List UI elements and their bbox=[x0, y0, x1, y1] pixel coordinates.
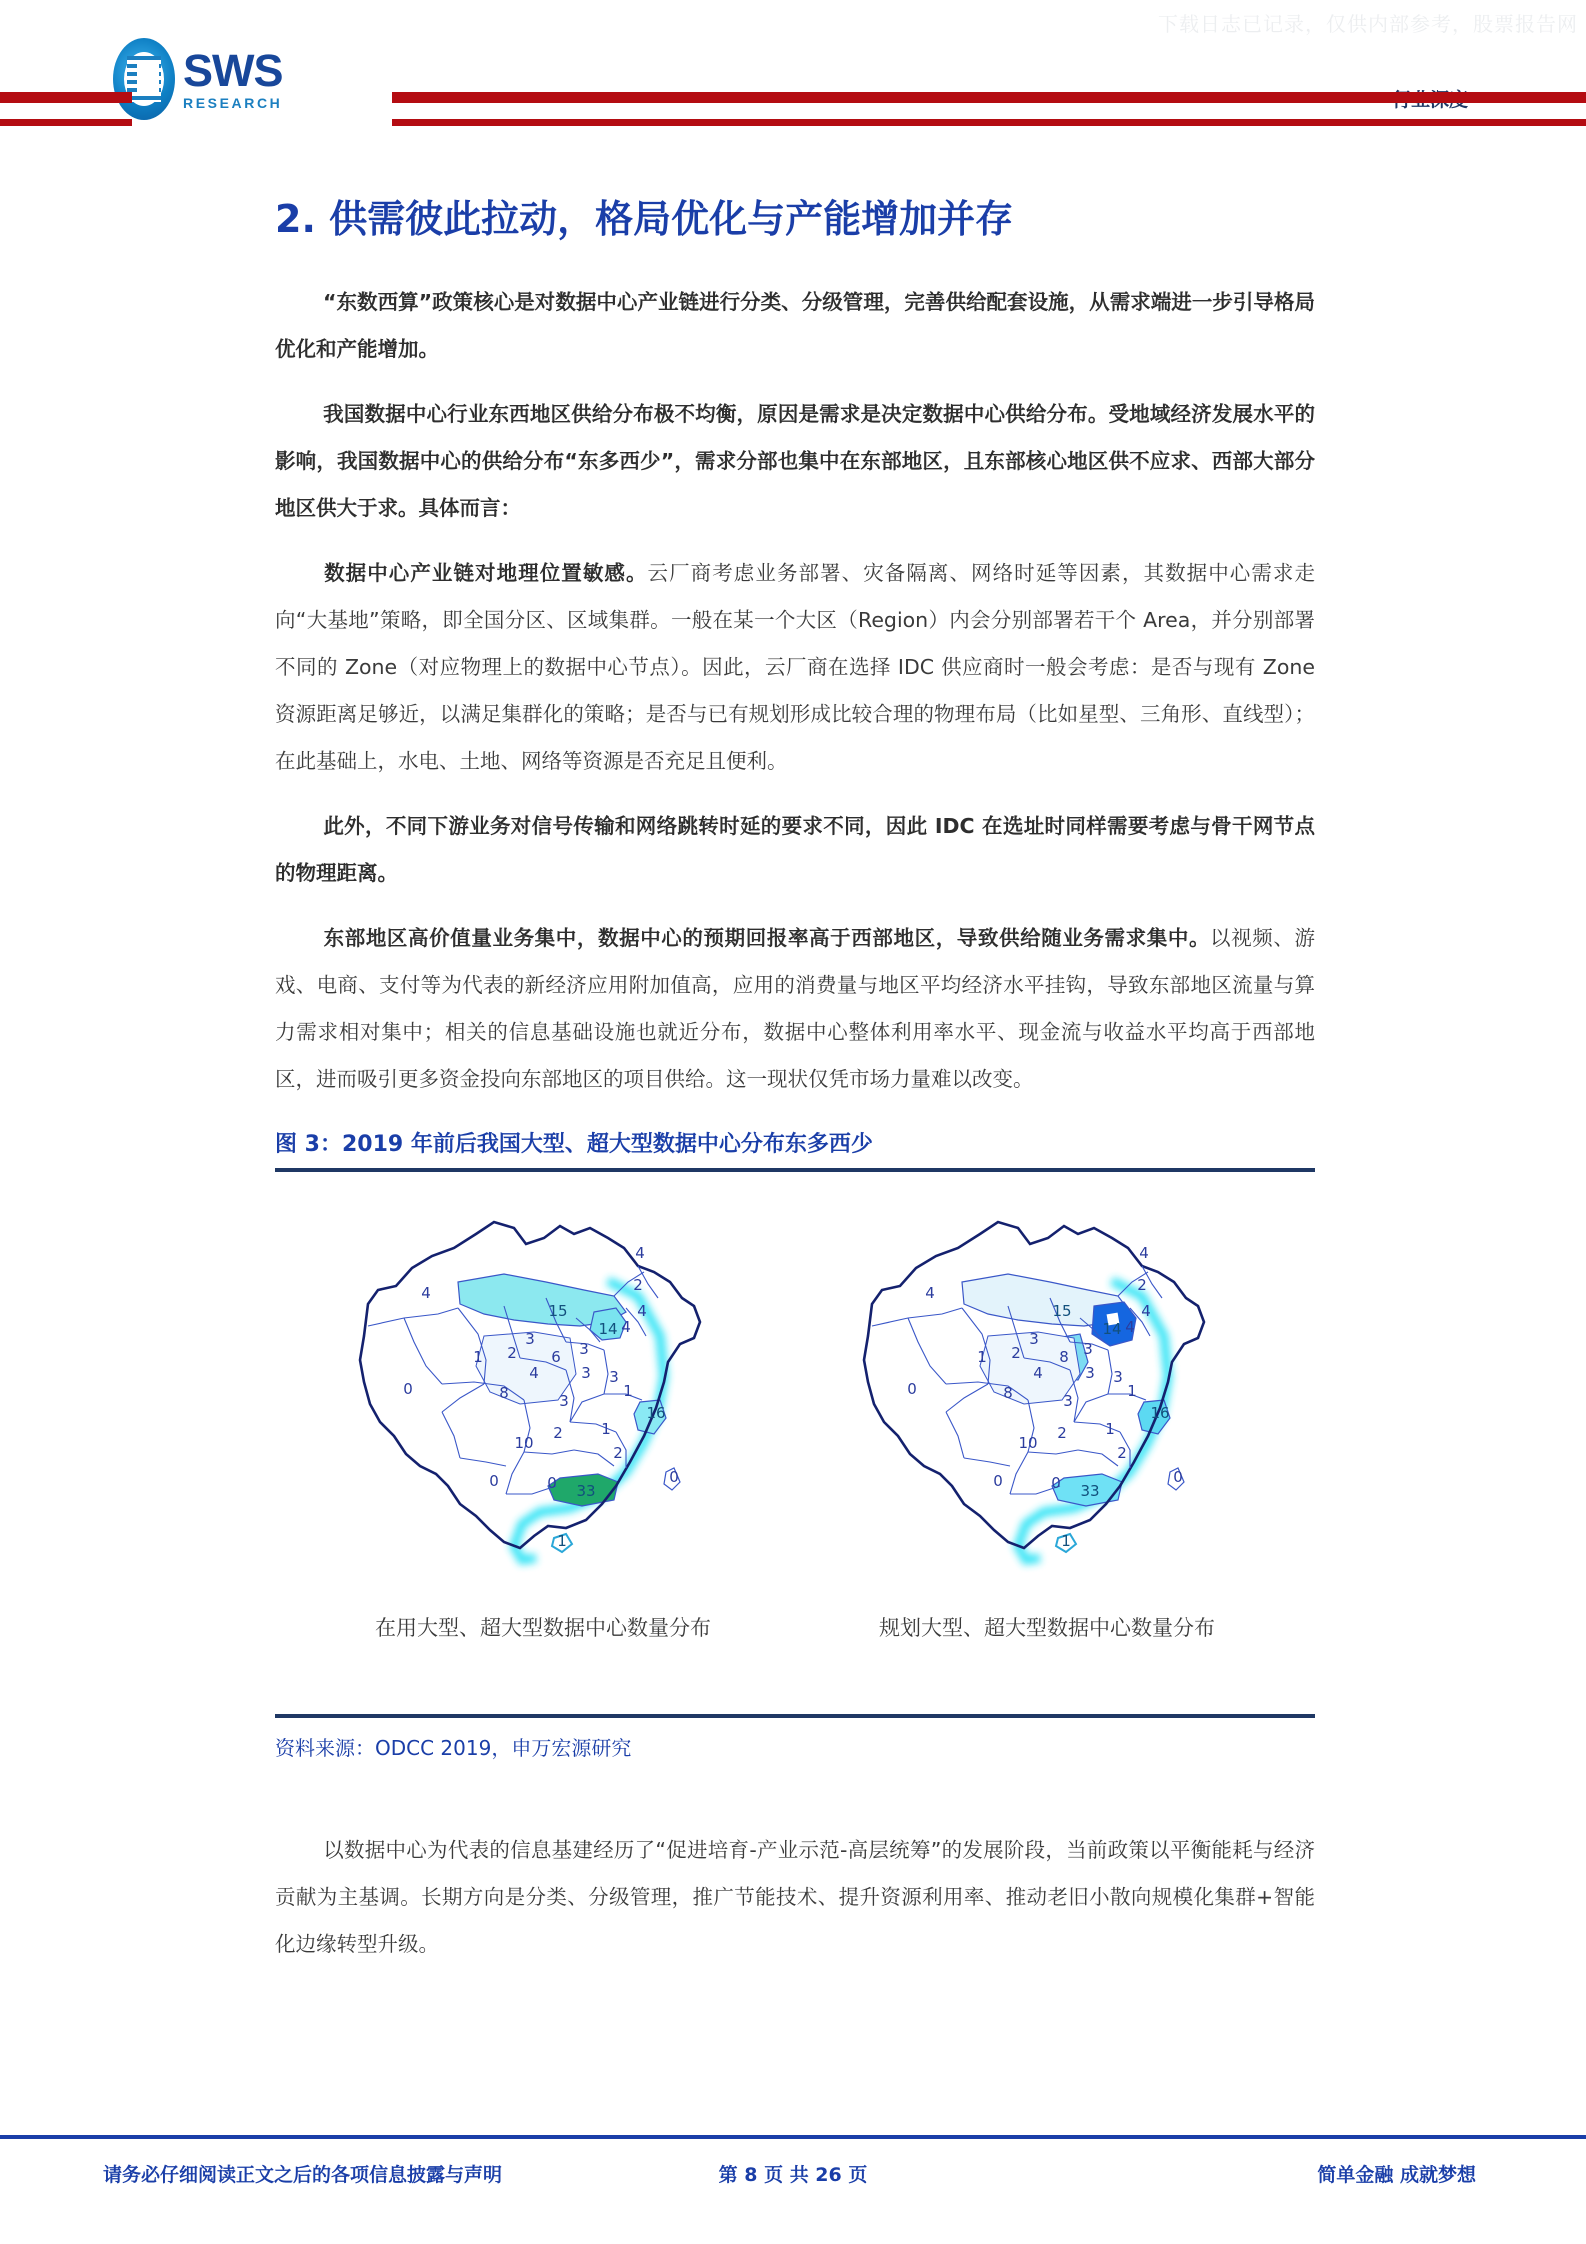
svg-text:3: 3 bbox=[1063, 1392, 1073, 1410]
svg-text:3: 3 bbox=[1029, 1330, 1039, 1348]
map-caption-right: 规划大型、超大型数据中心数量分布 bbox=[879, 1616, 1215, 1640]
paragraph-3-text: 云厂商考虑业务部署、灾备隔离、网络时延等因素，其数据中心需求走向“大基地”策略，即全国分区、区域集群。一般在某一个大区（Region）内会分别部署若干个 Area，并分别部署不同的 Zone（对应物理上的数据中心节点）。因此，云厂商在选择 IDC 供应商时一般会考虑：是否与现有 Zone 资源距离足够近，以满足集群化的策略；是否与已有规划形成比较合理的物理布局（比如星型、三角形、直线型）；在此基础上，水电、土地、网络等资源是否充足且便利。 bbox=[275, 561, 1316, 773]
paragraph-4-text: 此外，不同下游业务对信号传输和网络跳转时延的要求不同，因此 IDC 在选址时同样需要考虑与骨干网节点的物理距离。 bbox=[275, 814, 1315, 885]
svg-text:0: 0 bbox=[489, 1472, 499, 1490]
svg-text:1: 1 bbox=[1127, 1382, 1137, 1400]
sws-logo-icon bbox=[113, 38, 175, 120]
svg-text:0: 0 bbox=[669, 1468, 679, 1486]
header-rule-right-bottom bbox=[392, 119, 1586, 126]
header-rule-left-bottom bbox=[0, 119, 132, 126]
paragraph-1 bbox=[275, 279, 1315, 373]
svg-text:4: 4 bbox=[635, 1244, 645, 1262]
svg-text:0: 0 bbox=[403, 1380, 413, 1398]
paragraph-3 bbox=[275, 550, 1315, 785]
svg-text:8: 8 bbox=[1059, 1348, 1069, 1366]
china-map-planned-svg bbox=[812, 1186, 1282, 1626]
svg-text:3: 3 bbox=[609, 1368, 619, 1386]
figure-title: 图 3：2019 年前后我国大型、超大型数据中心分布东多西少 bbox=[275, 1132, 873, 1157]
svg-text:2: 2 bbox=[633, 1276, 643, 1294]
svg-text:1: 1 bbox=[977, 1348, 987, 1366]
section-heading: 2. 供需彼此拉动，格局优化与产能增加并存 bbox=[275, 197, 1014, 241]
figure-source: 资料来源：ODCC 2019，申万宏源研究 bbox=[275, 1736, 632, 1760]
footer-slogan: 简单金融 成就梦想 bbox=[1317, 2164, 1476, 2186]
svg-text:4: 4 bbox=[925, 1284, 935, 1302]
svg-text:4: 4 bbox=[529, 1364, 539, 1382]
figure-body bbox=[275, 1172, 1315, 1702]
paragraph-3-lead: 数据中心产业链对地理位置敏感。 bbox=[323, 561, 648, 585]
closing-paragraph-text: 以数据中心为代表的信息基建经历了“促进培育-产业示范-高层统筹”的发展阶段，当前政策以平衡能耗与经济贡献为主基调。长期方向是分类、分级管理，推广节能技术、提升资源利用率、推动老旧小散向规模化集群+智能化边缘转型升级。 bbox=[275, 1838, 1315, 1956]
svg-text:4: 4 bbox=[1141, 1302, 1151, 1320]
svg-text:4: 4 bbox=[1125, 1318, 1135, 1336]
svg-text:3: 3 bbox=[1113, 1368, 1123, 1386]
map-in-use bbox=[308, 1186, 778, 1626]
svg-text:3: 3 bbox=[1083, 1340, 1093, 1358]
svg-text:0: 0 bbox=[907, 1380, 917, 1398]
logo-subtext: RESEARCH bbox=[183, 95, 283, 111]
svg-text:33: 33 bbox=[576, 1482, 596, 1500]
svg-text:0: 0 bbox=[547, 1474, 557, 1492]
svg-text:2: 2 bbox=[1137, 1276, 1147, 1294]
paragraph-2 bbox=[275, 391, 1315, 532]
svg-text:16: 16 bbox=[1150, 1404, 1170, 1422]
footer-rule bbox=[0, 2135, 1586, 2139]
watermark-text: 下载日志已记录，仅供内部参考，股票报告网 bbox=[1158, 12, 1578, 36]
header-rule-right-top bbox=[392, 92, 1586, 103]
footer-disclaimer: 请务必仔细阅读正文之后的各项信息披露与声明 bbox=[103, 2164, 503, 2186]
page-content bbox=[275, 188, 1315, 1986]
svg-text:3: 3 bbox=[559, 1392, 569, 1410]
svg-text:1: 1 bbox=[557, 1532, 567, 1550]
svg-text:4: 4 bbox=[637, 1302, 647, 1320]
svg-text:3: 3 bbox=[579, 1340, 589, 1358]
paragraph-1-text: “东数西算”政策核心是对数据中心产业链进行分类、分级管理，完善供给配套设施，从需求端进一步引导格局优化和产能增加。 bbox=[275, 290, 1315, 361]
svg-text:2: 2 bbox=[1057, 1424, 1067, 1442]
svg-text:2: 2 bbox=[553, 1424, 563, 1442]
svg-text:4: 4 bbox=[621, 1318, 631, 1336]
svg-text:15: 15 bbox=[1052, 1302, 1072, 1320]
svg-text:4: 4 bbox=[1139, 1244, 1149, 1262]
paragraph-5 bbox=[275, 915, 1315, 1103]
china-map-in-use-svg bbox=[308, 1186, 778, 1626]
svg-text:16: 16 bbox=[646, 1404, 666, 1422]
paragraph-5-lead: 东部地区高价值量业务集中，数据中心的预期回报率高于西部地区，导致供给随业务需求集中。 bbox=[323, 926, 1211, 950]
page-footer bbox=[0, 2148, 1586, 2208]
svg-text:1: 1 bbox=[601, 1420, 611, 1438]
svg-text:1: 1 bbox=[623, 1382, 633, 1400]
figure-rule-bottom bbox=[275, 1714, 1315, 1718]
svg-text:4: 4 bbox=[421, 1284, 431, 1302]
svg-text:1: 1 bbox=[473, 1348, 483, 1366]
svg-text:14: 14 bbox=[598, 1320, 618, 1338]
svg-text:2: 2 bbox=[1011, 1344, 1021, 1362]
paragraph-2-text: 我国数据中心行业东西地区供给分布极不均衡，原因是需求是决定数据中心供给分布。受地域经济发展水平的影响，我国数据中心的供给分布“东多西少”，需求分部也集中在东部地区，且东部核心地区供不应求、西部大部分地区供大于求。具体而言： bbox=[275, 402, 1315, 520]
map-caption-left: 在用大型、超大型数据中心数量分布 bbox=[375, 1616, 711, 1640]
svg-text:4: 4 bbox=[1033, 1364, 1043, 1382]
svg-text:0: 0 bbox=[1051, 1474, 1061, 1492]
svg-text:33: 33 bbox=[1080, 1482, 1100, 1500]
svg-text:1: 1 bbox=[1061, 1532, 1071, 1550]
svg-text:1: 1 bbox=[1105, 1420, 1115, 1438]
svg-text:3: 3 bbox=[525, 1330, 535, 1348]
svg-text:3: 3 bbox=[1085, 1364, 1095, 1382]
sws-logo bbox=[113, 38, 283, 120]
svg-text:8: 8 bbox=[1003, 1384, 1013, 1402]
figure-3 bbox=[275, 1127, 1315, 1761]
paragraph-5-text: 以视频、游戏、电商、支付等为代表的新经济应用附加值高，应用的消费量与地区平均经济水平挂钩，导致东部地区流量与算力需求相对集中；相关的信息基础设施也就近分布，数据中心整体利用率水平、现金流与收益水平均高于西部地区，进而吸引更多资金投向东部地区的项目供给。这一现状仅凭市场力量难以改变。 bbox=[275, 926, 1316, 1091]
svg-text:8: 8 bbox=[499, 1384, 509, 1402]
svg-text:15: 15 bbox=[548, 1302, 568, 1320]
svg-text:2: 2 bbox=[613, 1444, 623, 1462]
svg-text:2: 2 bbox=[1117, 1444, 1127, 1462]
footer-page-number: 第 8 页 共 26 页 bbox=[718, 2164, 868, 2186]
page-header bbox=[0, 0, 1586, 150]
svg-text:3: 3 bbox=[581, 1364, 591, 1382]
svg-text:2: 2 bbox=[507, 1344, 517, 1362]
header-rule-left-top bbox=[0, 92, 132, 103]
svg-text:0: 0 bbox=[993, 1472, 1003, 1490]
logo-wordmark: SWS bbox=[183, 45, 283, 96]
svg-text:10: 10 bbox=[1018, 1434, 1038, 1452]
svg-text:6: 6 bbox=[551, 1348, 561, 1366]
svg-text:10: 10 bbox=[514, 1434, 534, 1452]
map-planned bbox=[812, 1186, 1282, 1626]
svg-text:0: 0 bbox=[1173, 1468, 1183, 1486]
svg-text:14: 14 bbox=[1102, 1320, 1122, 1338]
closing-paragraph bbox=[275, 1827, 1315, 1968]
paragraph-4 bbox=[275, 803, 1315, 897]
